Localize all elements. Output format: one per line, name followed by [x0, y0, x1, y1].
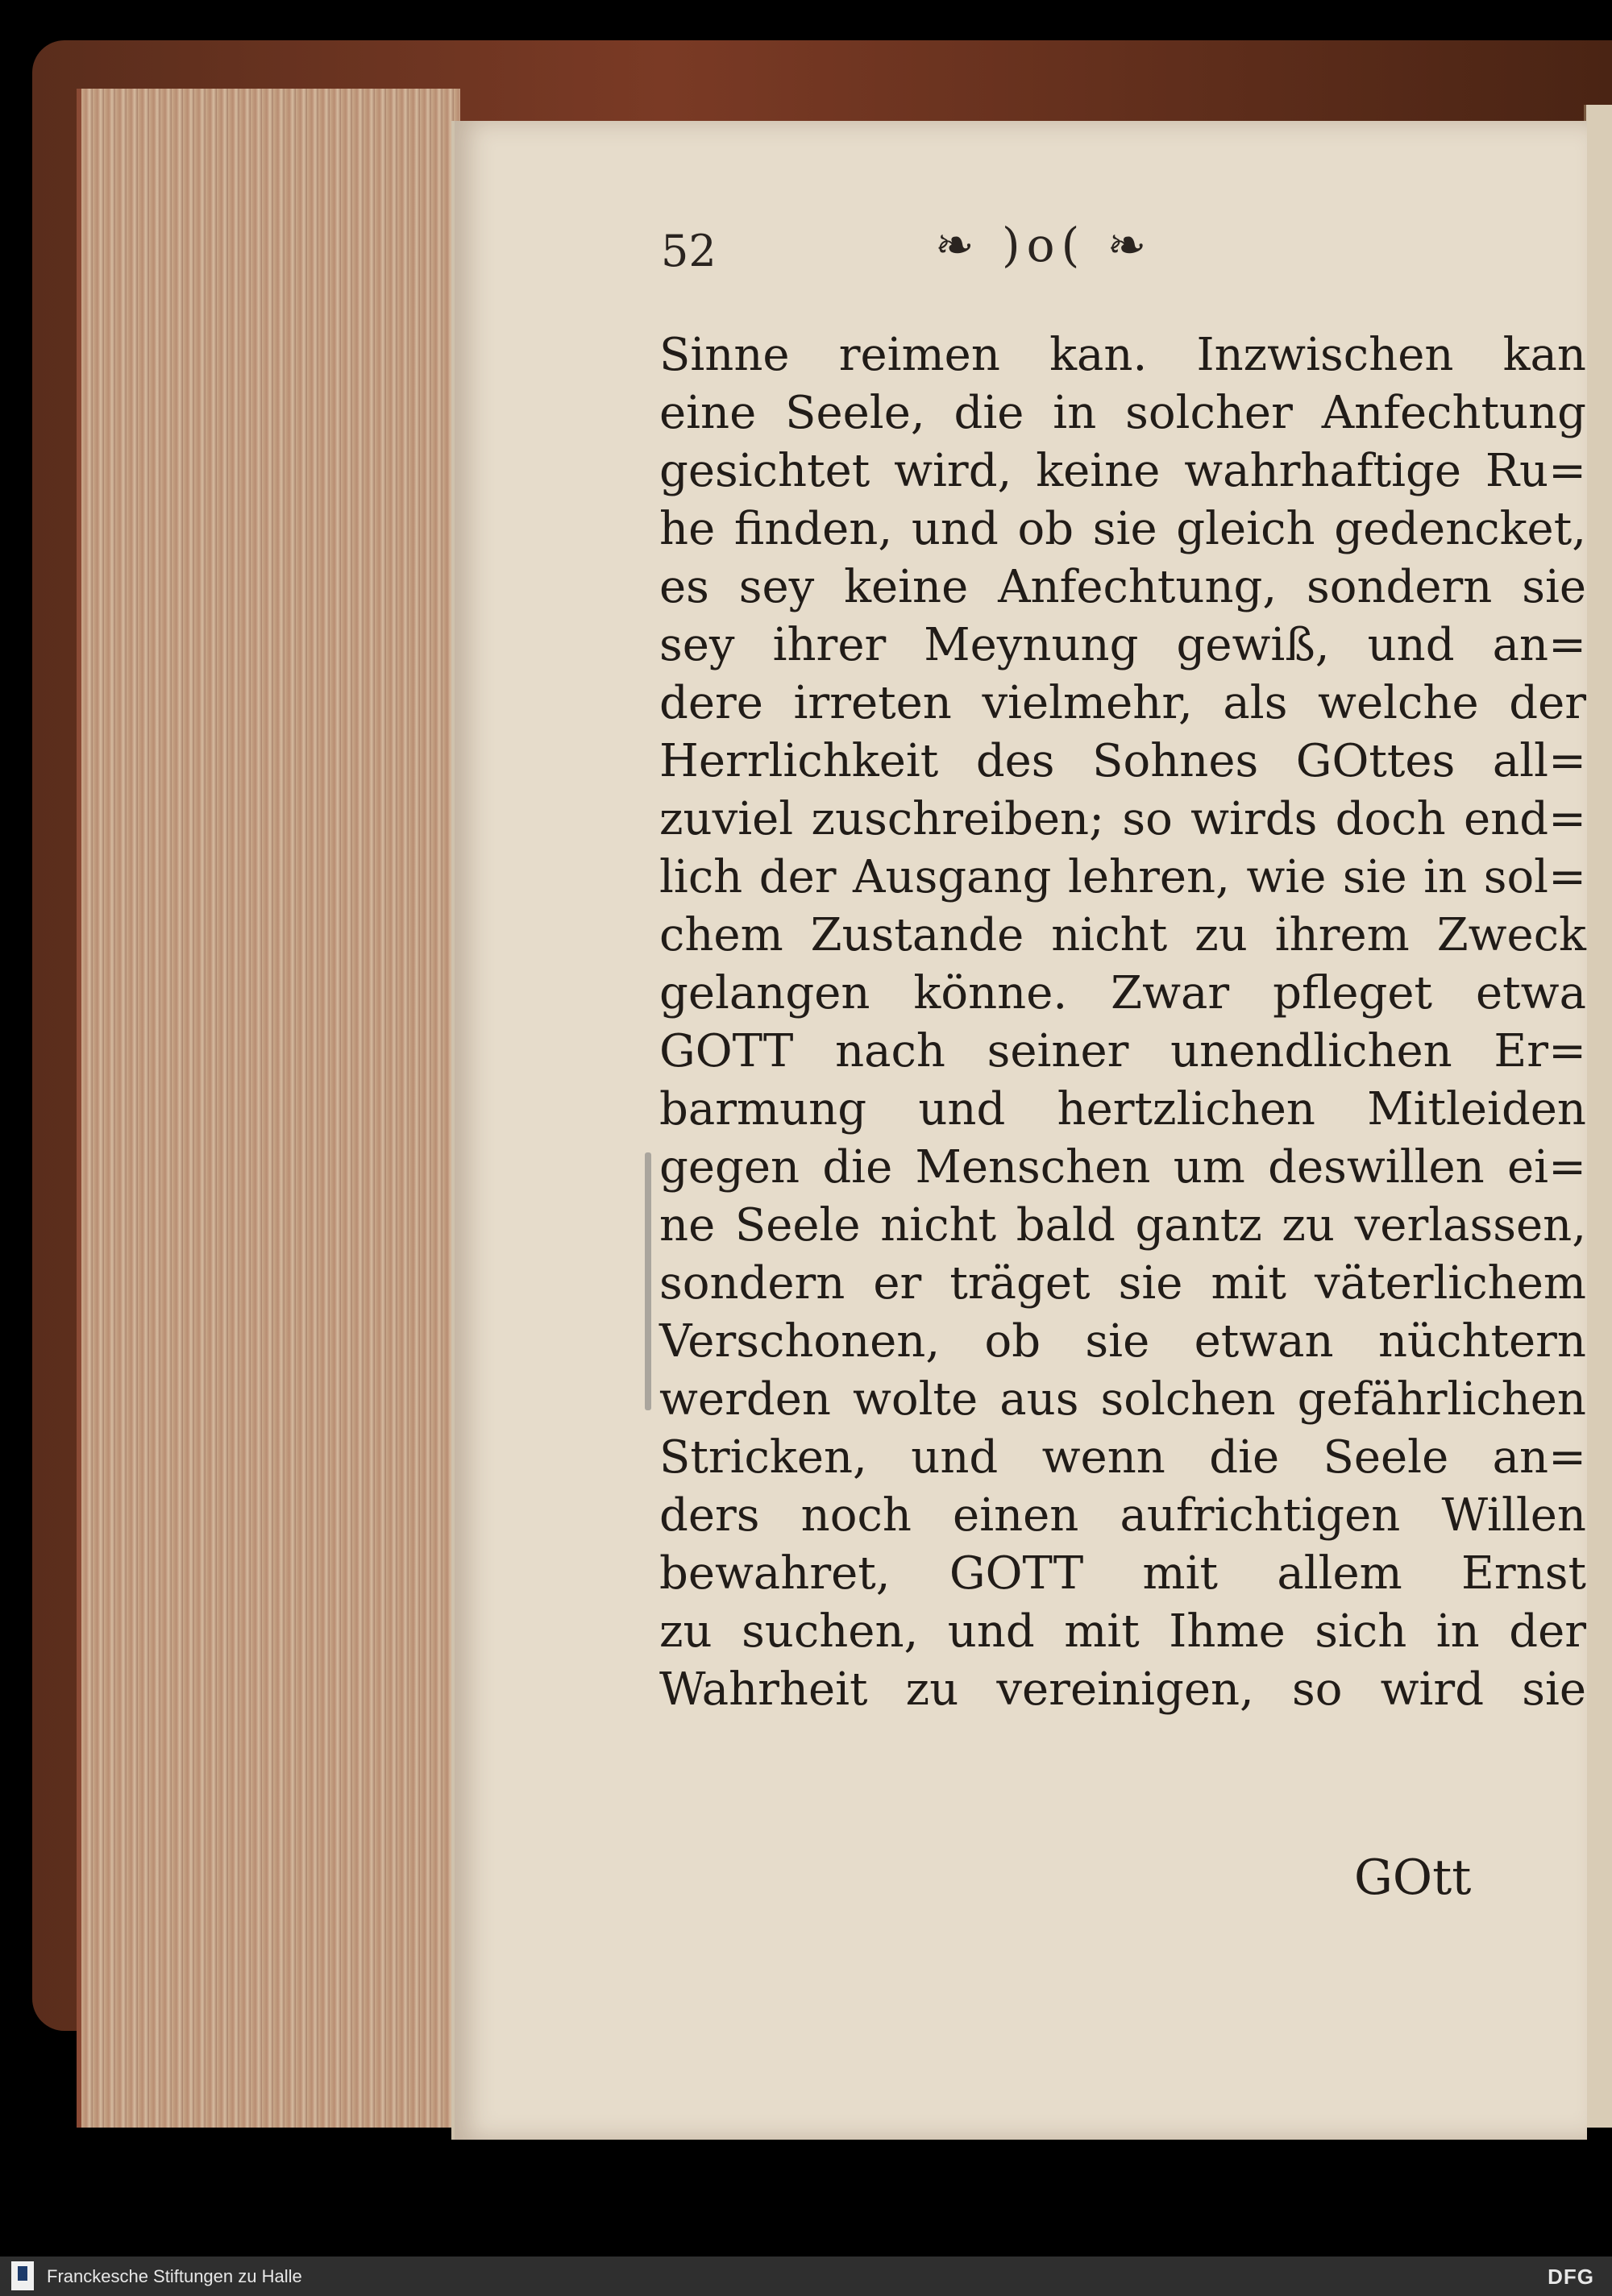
text-line: eine Seele, die in solcher Anfechtung — [659, 387, 1586, 439]
catchword: GOtt — [1354, 1850, 1472, 1906]
page-edges — [77, 89, 460, 2128]
text-line: es sey keine Anfechtung, sondern sie — [659, 561, 1586, 613]
institution-name: Franckesche Stiftungen zu Halle — [47, 2266, 302, 2286]
text-line: chem Zustande nicht zu ihrem Zweck — [659, 909, 1586, 961]
text-line: gelangen könne. Zwar pfleget etwa — [659, 967, 1586, 1019]
dfg-logo: DFG — [1548, 2265, 1594, 2289]
text-block — [659, 326, 1586, 1719]
text-line: Sinne reimen kan. Inzwischen kan — [659, 329, 1586, 381]
text-line: dere irreten vielmehr, als welche der — [659, 677, 1586, 729]
text-line: sondern er träget sie mit väterlichem — [659, 1257, 1586, 1310]
text-line: barmung und hertzlichen Mitleiden — [659, 1083, 1586, 1136]
text-line: gesichtet wird, keine wahrhaftige Ru= — [659, 445, 1586, 497]
text-line: sey ihrer Meynung gewiß, und an= — [659, 619, 1586, 671]
text-line: Wahrheit zu vereinigen, so wird sie — [659, 1663, 1586, 1716]
facing-page-edge — [1584, 105, 1612, 2128]
text-line: Verschonen, ob sie etwan nüchtern — [659, 1315, 1586, 1368]
header-ornament: ❧ )o( ❧ — [935, 218, 1153, 272]
text-line: werden wolte aus solchen gefährlichen — [659, 1373, 1586, 1426]
page-number: 52 — [661, 226, 717, 276]
text-line: gegen die Menschen um deswillen ei= — [659, 1141, 1586, 1194]
text-line: zuviel zuschreiben; so wirds doch end= — [659, 793, 1586, 845]
text-line: bewahret, GOTT mit allem Ernst — [659, 1547, 1586, 1600]
text-line: Herrlichkeit des Sohnes GOttes all= — [659, 735, 1586, 787]
institution-logo-icon — [11, 2261, 34, 2290]
page-header — [661, 206, 1290, 278]
text-line: lich der Ausgang lehren, wie sie in sol= — [659, 851, 1586, 903]
footer-bar — [0, 2257, 1612, 2296]
pencil-mark — [645, 1152, 651, 1410]
text-line: zu suchen, und mit Ihme sich in der — [659, 1605, 1586, 1658]
text-line: Stricken, und wenn die Seele an= — [659, 1431, 1586, 1484]
text-line: ders noch einen aufrichtigen Willen — [659, 1489, 1586, 1542]
text-line: GOTT nach seiner unendlichen Er= — [659, 1025, 1586, 1077]
text-line: he finden, und ob sie gleich gedencket, — [659, 503, 1586, 555]
text-line: ne Seele nicht bald gantz zu verlassen, — [659, 1199, 1586, 1252]
